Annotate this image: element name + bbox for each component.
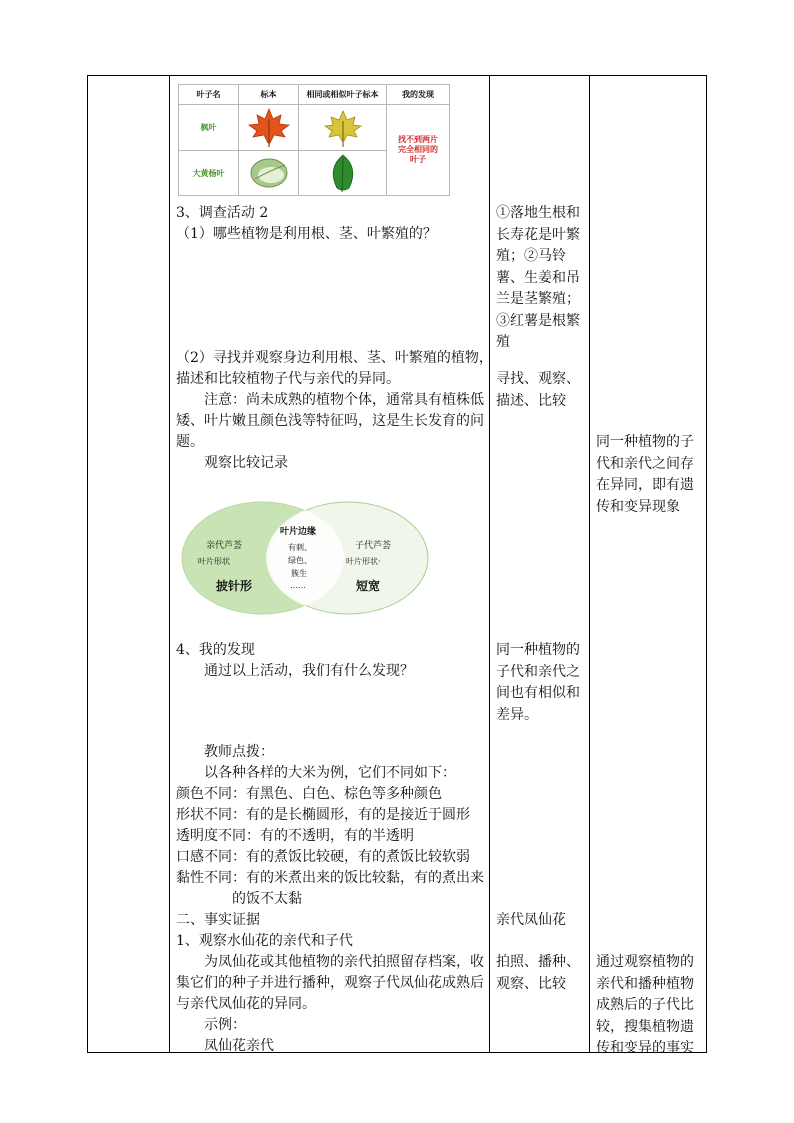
note-line: 注意：尚未成熟的植物个体，通常具有植株低	[204, 392, 484, 408]
student-answer: ①落地生根和长寿花是叶繁殖；②马铃薯、生姜和吊兰是茎繁殖；③红薯是根繁殖	[496, 205, 580, 350]
teaching-process-column	[170, 76, 493, 1054]
example-item: 凤仙花亲代	[204, 1038, 274, 1054]
section-2-body-line: 集它们的种子并进行播种，观察子代凤仙花成熟后	[176, 975, 484, 991]
leaf-table-header: 相同或相似叶子标本	[299, 85, 387, 105]
leaf-table-header: 我的发现	[387, 85, 449, 105]
activity-4-question: 通过以上活动，我们有什么发现？	[204, 663, 414, 679]
note-line: 题。	[176, 434, 204, 450]
yellow-maple-leaf-image	[320, 107, 366, 149]
student-activity-column	[490, 76, 589, 1052]
finding-text: 找不到两片完全相同的叶子	[398, 135, 438, 164]
venn-middle-line: ……	[290, 581, 306, 590]
section-2-body-line: 与亲代凤仙花的异同。	[176, 996, 316, 1012]
boxwood-leaf-image	[247, 153, 291, 193]
activity-3-question-1: （1）哪些植物是利用根、茎、叶繁殖的？	[176, 226, 437, 242]
section-2-body-line: 为凤仙花或其他植物的亲代拍照留存档案，收	[204, 954, 484, 970]
similar-boxwood-cell	[299, 151, 387, 195]
tip-item: 的饭不太黏	[232, 891, 302, 907]
activity-3-title: 3、调查活动 2	[176, 205, 269, 221]
venn-right-title: 子代芦荟	[355, 541, 392, 551]
venn-diagram	[180, 500, 430, 616]
design-intent: 同一种植物的子代和亲代之间存在异同，即有遗传和变异现象	[596, 434, 694, 515]
venn-left-value: 披针形	[216, 579, 253, 593]
activity-3-question-2-line: （2）寻找并观察身边利用根、茎、叶繁殖的植物，	[176, 350, 493, 366]
section-2-title: 二、事实证据	[176, 912, 260, 928]
venn-right-value: 短宽	[356, 579, 381, 593]
teacher-tip-title: 教师点拨：	[204, 744, 274, 760]
venn-middle-title: 叶片边缘	[280, 527, 317, 537]
example-label: 示例：	[204, 1017, 246, 1033]
venn-middle-line: 绿色、	[288, 556, 312, 565]
venn-left-subtitle: 叶片形状	[198, 557, 230, 566]
note-line: 矮、叶片嫩且颜色浅等特征吗，这是生长发育的问	[176, 413, 484, 429]
green-leaf-image	[323, 152, 363, 194]
tip-item: 黏性不同：有的米煮出来的饭比较黏，有的煮出来	[176, 870, 484, 886]
tip-item: 口感不同：有的煮饭比较硬，有的煮饭比较软弱	[176, 849, 470, 865]
leaf-comparison-table	[178, 84, 450, 196]
design-intent-column	[590, 76, 706, 1056]
student-answer: 亲代凤仙花	[496, 912, 566, 928]
design-intent: 通过观察植物的亲代和播种植物成熟后的子代比较，搜集植物遗传和变异的事实	[596, 954, 694, 1056]
teacher-tip-intro: 以各种各样的大米为例，它们不同如下：	[204, 765, 456, 781]
leaf-name: 大黄杨叶	[192, 168, 225, 178]
leaf-table-header: 标本	[239, 85, 299, 105]
tip-item: 颜色不同：有黑色、白色、棕色等多种颜色	[176, 786, 442, 802]
lesson-table	[87, 75, 707, 1056]
leaf-table-header: 叶子名	[179, 85, 239, 105]
student-answer: 拍照、播种、观察、比较	[496, 954, 580, 992]
leaf-name-cell	[179, 105, 239, 151]
finding-cell	[387, 105, 449, 195]
record-label: 观察比较记录	[204, 455, 288, 471]
venn-right-subtitle: 叶片形状·	[346, 557, 381, 566]
leaf-name: 枫叶	[200, 123, 217, 132]
student-answer: 寻找、观察、描述、比较	[496, 371, 580, 409]
student-answer: 同一种植物的子代和亲代之间也有相似和差异。	[496, 642, 580, 723]
tip-item: 形状不同：有的是长椭圆形，有的是接近于圆形	[176, 807, 470, 823]
venn-left-title: 亲代芦荟	[206, 541, 243, 551]
section-2-item-1: 1、观察水仙花的亲代和子代	[176, 933, 353, 949]
venn-middle-line: 有刺、	[288, 543, 312, 552]
venn-middle-line: 簇生	[291, 569, 307, 578]
tip-item: 透明度不同：有的不透明，有的半透明	[176, 828, 414, 844]
maple-leaf-image	[246, 107, 292, 149]
similar-maple-cell	[299, 105, 387, 151]
boxwood-specimen-cell	[239, 151, 299, 195]
maple-specimen-cell	[239, 105, 299, 151]
activity-4-title: 4、我的发现	[176, 642, 255, 658]
activity-3-question-2-line: 描述和比较植物子代与亲代的异同。	[176, 371, 400, 387]
leaf-name-cell	[179, 151, 239, 195]
